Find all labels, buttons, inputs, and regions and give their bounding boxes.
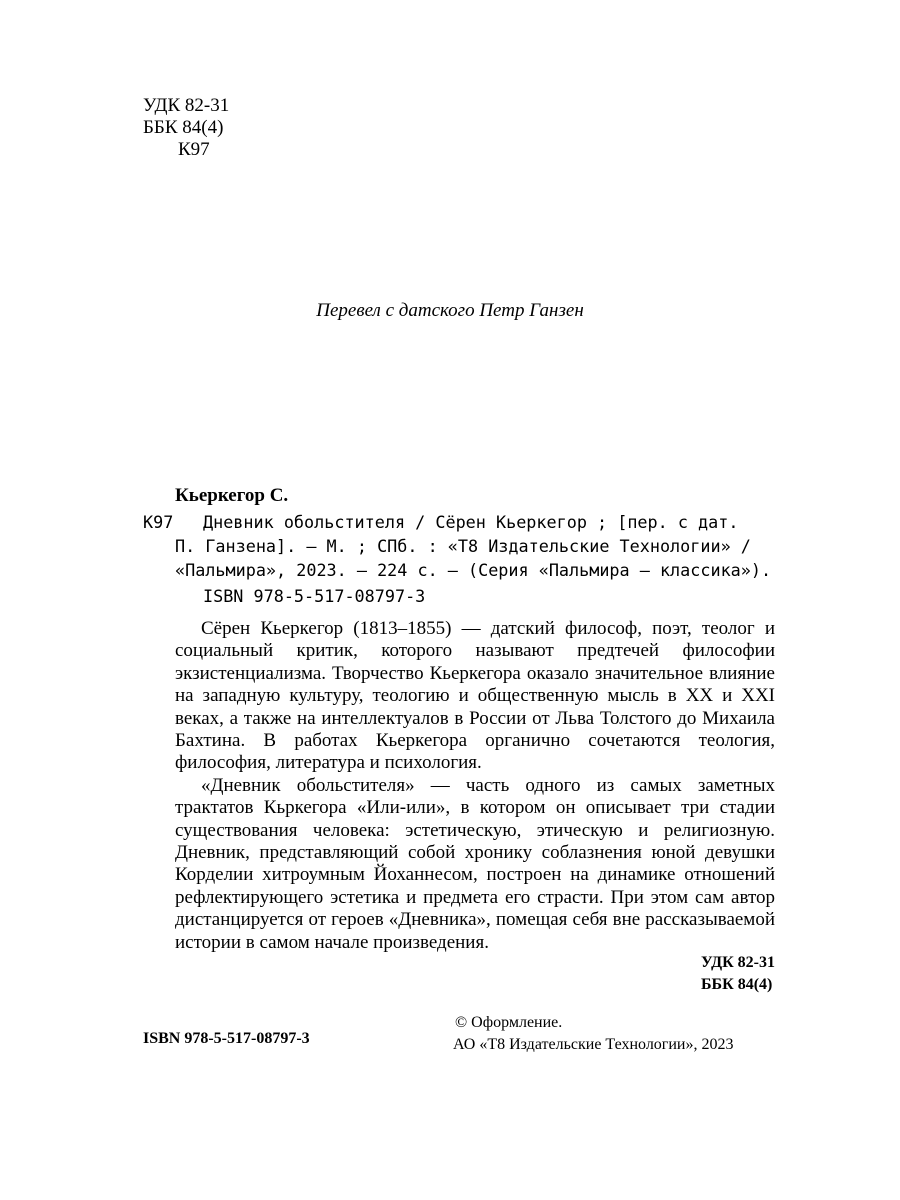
udk-code: УДК 82-31 xyxy=(143,95,230,116)
footer-bbk: ББК 84(4) xyxy=(700,976,773,993)
bbk-code: ББК 84(4) xyxy=(143,117,224,138)
description xyxy=(175,618,775,954)
copyright-line-1: © Оформление. xyxy=(455,1014,563,1031)
copyright-line-2: АО «Т8 Издательские Технологии», 2023 xyxy=(453,1036,734,1053)
footer-classification xyxy=(701,952,775,996)
catalog-author-mark: К97 xyxy=(143,512,174,532)
translator-note: Перевел с датского Петр Ганзен xyxy=(316,300,584,321)
catalog-record-line-1: Дневник обольстителя / Сёрен Кьеркегор ; [пер. с дат. xyxy=(203,512,739,532)
description-paragraph-1: Сёрен Кьеркегор (1813–1855) — датский философ, поэт, теолог и социальный критик, которого называют предтечей философии экзистенциализма. Творчество Кьеркегора оказало значительное влияние на западную культуру, теологию и общественную мысль в XX и XXI веках, а также на интеллектуалов в России от Льва Толстого до Михаила Бахтина. В работах Кьеркегора органично сочетаются теология, философия, литература и психология. xyxy=(175,618,775,774)
classification-block xyxy=(143,95,229,161)
footer-isbn: ISBN 978-5-517-08797-3 xyxy=(143,1030,310,1047)
copyright-block xyxy=(455,1012,734,1056)
footer-udk: УДК 82-31 xyxy=(700,954,775,971)
catalog-isbn: ISBN 978-5-517-08797-3 xyxy=(203,586,426,606)
author-mark: К97 xyxy=(178,139,210,160)
description-paragraph-2: «Дневник обольстителя» — часть одного из самых заметных трактатов Кьркегора «Или-или», в котором он описывает три стадии существования человека: эстетическую, этическую и религиозную. Дневник, представляющий собой хронику соблазнения юной девушки Корделии хитроумным Йоханнесом, построен на динамике отношений рефлектирующего эстетика и предмета его страсти. При этом сам автор дистанцируется от героев «Дневника», помещая себя вне рассказываемой истории в самом начале произведения. xyxy=(175,774,775,953)
catalog-record-line-3: «Пальмира», 2023. — 224 с. — (Серия «Пальмира — классика»). xyxy=(175,560,772,580)
author-heading: Кьеркегор С. xyxy=(175,485,289,506)
catalog-record-line-2: П. Ганзена]. — М. ; СПб. : «Т8 Издательские Технологии» / xyxy=(175,536,751,556)
